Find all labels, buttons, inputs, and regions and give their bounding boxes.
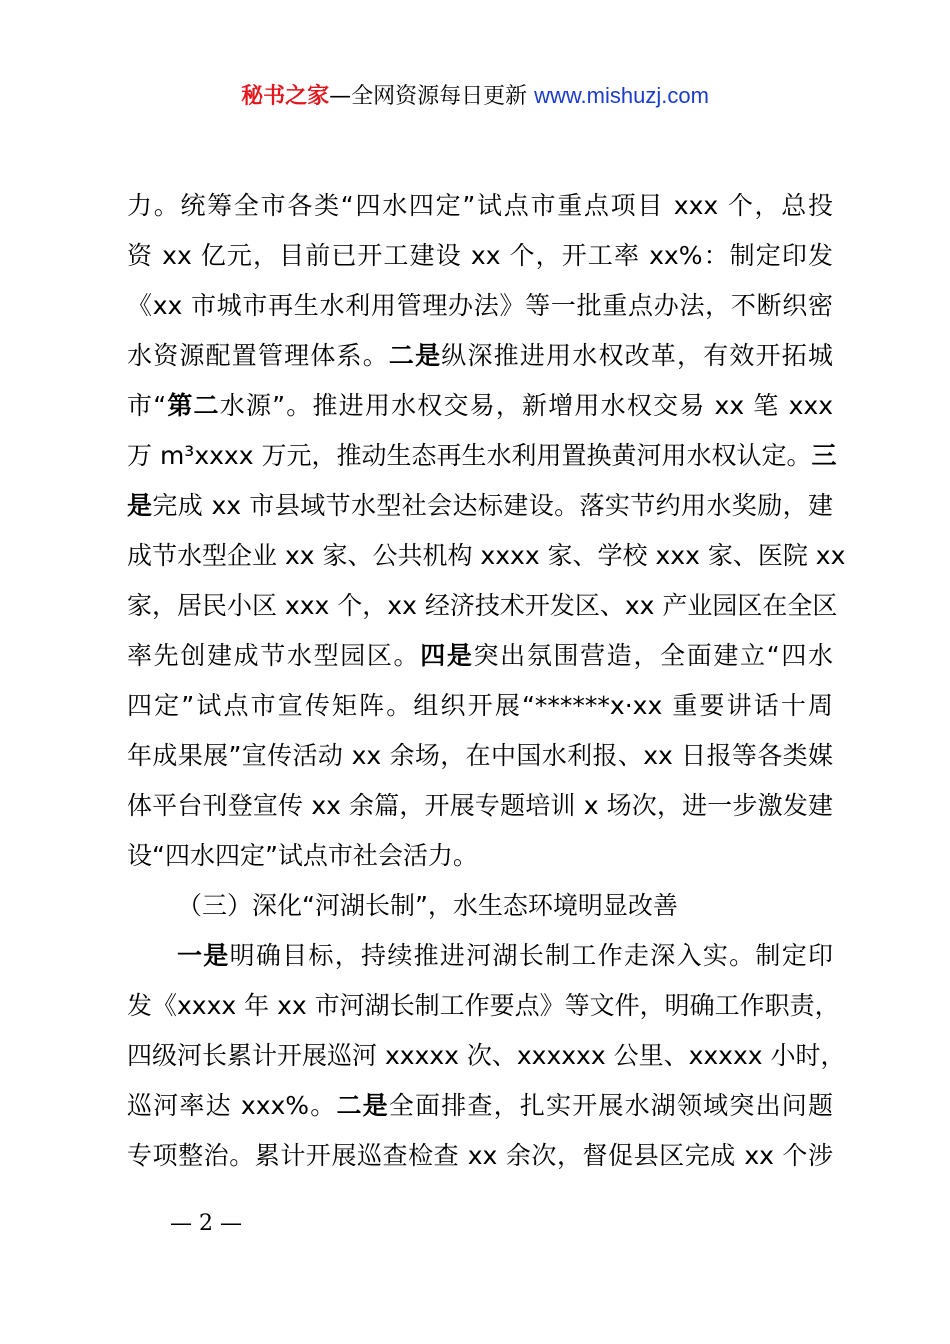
text-line-8: 成节水型企业 xx 家、公共机构 xxxx 家、学校 xxx 家、医院 xx [127, 541, 846, 570]
text-line-18: 四级河长累计开展巡河 xxxxx 次、xxxxxx 公里、xxxxx 小时， [127, 1041, 846, 1070]
bold-marker: 四是 [420, 641, 474, 670]
text-line-16: 一是明确目标，持续推进河湖长制工作走深入实。制定印 [177, 941, 833, 970]
text-line-17: 发《xxxx 年 xx 市河湖长制工作要点》等文件，明确工作职责， [127, 991, 840, 1020]
text-line-14: 设“四水四定”试点市社会活力。 [127, 841, 478, 870]
text-line-7: 是完成 xx 市县域节水型社会达标建设。落实节约用水奖励，建 [127, 491, 833, 520]
bold-marker: 是 [127, 491, 153, 520]
site-slogan: —全网资源每日更新 [329, 84, 535, 109]
bold-marker: 三 [811, 441, 837, 470]
text-line-1: 力。统筹全市各类“四水四定”试点市重点项目 xxx 个，总投 [127, 191, 833, 220]
text-line-3: 《xx 市城市再生水利用管理办法》等一批重点办法，不断织密 [127, 291, 833, 320]
text-line-12: 年成果展”宣传活动 xx 余场，在中国水利报、xx 日报等各类媒 [127, 741, 833, 770]
text-line-10: 率先创建成节水型园区。四是突出氛围营造，全面建立“四水 [127, 641, 833, 670]
bold-marker: 二是 [388, 341, 442, 370]
text-line-9: 家，居民小区 xxx 个，xx 经济技术开发区、xx 产业园区在全区 [127, 591, 838, 620]
bold-marker: 二是 [336, 1091, 389, 1120]
section-heading: （三）深化“河湖长制”，水生态环境明显改善 [177, 891, 678, 920]
bold-marker: 第二 [166, 391, 220, 420]
site-url: www.mishuzj.com [534, 83, 709, 108]
text-line-6: 万 m³xxxx 万元，推动生态再生水利用置换黄河用水权认定。三 [127, 441, 837, 470]
site-brand-name: 秘书之家 [241, 84, 330, 109]
document-body [127, 181, 846, 1181]
page-number: — 2 — [170, 1211, 242, 1236]
text-line-11: 四定”试点市宣传矩阵。组织开展“******x·xx 重要讲话十周 [127, 691, 833, 720]
text-line-13: 体平台刊登宣传 xx 余篇，开展专题培训 x 场次，进一步激发建 [127, 791, 833, 820]
site-watermark-header [0, 80, 950, 113]
text-line-4: 水资源配置管理体系。二是纵深推进用水权改革，有效开拓城 [127, 341, 833, 370]
bold-marker: 一是 [177, 941, 230, 970]
text-line-20: 专项整治。累计开展巡查检查 xx 余次，督促县区完成 xx 个涉 [127, 1141, 833, 1170]
text-line-5: 市“第二水源”。推进用水权交易，新增用水权交易 xx 笔 xxx [127, 391, 833, 420]
text-line-19: 巡河率达 xxx%。二是全面排查，扎实开展水湖领域突出问题 [127, 1091, 833, 1120]
text-line-2: 资 xx 亿元，目前已开工建设 xx 个，开工率 xx%：制定印发 [127, 241, 833, 270]
